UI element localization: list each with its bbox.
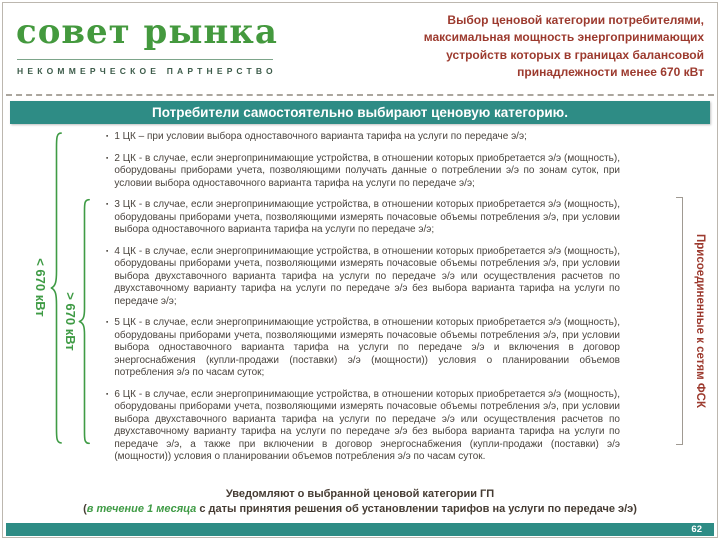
page-title-line: принадлежности менее 670 кВт xyxy=(517,65,704,80)
bullet-text: 3 ЦК - в случае, если энергопринимающие устройства, в отношении которых приобретается э/э (мощность), оборудованы приборами учета, позволяющими измерять почасовые объемы потребления э/э, при условии выбора одноставочного варианта тарифа на услуги по передаче э/э; xyxy=(114,199,620,235)
list-item xyxy=(106,246,620,309)
list-item xyxy=(106,153,620,191)
list-item xyxy=(106,317,620,380)
bullet-square-icon: ▪ xyxy=(106,154,109,162)
page-title-line: максимальная мощность энергопринимающих xyxy=(423,30,704,45)
side-label-under-670: < 670 кВт xyxy=(32,257,48,317)
logo-subtitle: НЕКОММЕРЧЕСКОЕ ПАРТНЕРСТВО xyxy=(17,66,277,76)
logo-divider xyxy=(17,59,273,60)
curly-brace-inner-icon xyxy=(78,198,91,445)
bullet-text: 6 ЦК - в случае, если энергопринимающие устройства, в отношении которых приобретается э/э (мощность), оборудованы приборами учета, позволяющими измерять почасовые объемы потребления э/э, при условии выбора двухставочного варианта тарифа на услуги по передаче э/э или осуществления расчетов по двухставочному варианту тарифа на услуги по передаче э/э без выбора варианта тарифа на услуги по передаче э/э, а также при включении в договор энергоснабжения (купли-продажи (поставки) э/э (мощности)) условия о планировании объемов потребления э/э по часам суток. xyxy=(114,388,620,462)
side-label-over-670: > 670 кВт xyxy=(62,291,78,351)
bullet-text: 2 ЦК - в случае, если энергопринимающие устройства, в отношении которых приобретается э/э (мощность), оборудованы приборами учета, позволяющими получать данные о потреблении э/э по зонам суток, при условии выбора одноставочного варианта тарифа на услуги по передаче э/э; xyxy=(114,152,620,189)
footer-highlight: в течение 1 месяца xyxy=(86,502,197,515)
bullet-list xyxy=(106,131,620,473)
logo-wordmark: совет рынка xyxy=(16,12,278,52)
bullet-square-icon: ▪ xyxy=(106,390,109,398)
bullet-square-icon: ▪ xyxy=(106,319,109,326)
list-item xyxy=(106,131,620,144)
page-number: 62 xyxy=(691,524,702,535)
footer-note-line2 xyxy=(30,502,690,517)
section-banner: Потребители самостоятельно выбирают ценовую категорию. xyxy=(10,101,710,124)
dashed-separator xyxy=(6,94,714,96)
footer-note-line1: Уведомляют о выбранной ценовой категории ГП xyxy=(225,488,495,500)
page-title-line: устройств которых в границах балансовой xyxy=(446,47,704,62)
page-title xyxy=(334,12,704,82)
bullet-square-icon: ▪ xyxy=(106,201,109,208)
list-item xyxy=(106,199,620,237)
right-bracket-icon xyxy=(676,197,683,445)
bullet-text: 4 ЦК - в случае, если энергопринимающие устройства, в отношении которых приобретается э/э (мощность), оборудованы приборами учета, позволяющими измерять почасовые объемы потребления э/э, при условии выбора двухставочного варианта тарифа на услуги по передаче э/э или осуществления расчетов по двухставочному варианту тарифа на услуги по передаче э/э без выбора варианта тарифа на услуги по передаче э/э; xyxy=(114,245,620,307)
footer-note-rest: с даты принятия решения об установлении тарифов на услуги по передаче э/э) xyxy=(199,502,637,515)
footer-note xyxy=(30,487,690,517)
bullet-text: 1 ЦК – при условии выбора одноставочного варианта тарифа на услуги по передаче э/э; xyxy=(114,131,527,142)
list-item xyxy=(106,389,620,464)
bullet-square-icon: ▪ xyxy=(106,247,109,255)
page-title-line: Выбор ценовой категории потребителями, xyxy=(447,13,704,27)
bullet-text: 5 ЦК - в случае, если энергопринимающие устройства, в отношении которых приобретается э/э (мощность), оборудованы приборами учета, позволяющими измерять почасовые объемы потребления э/э, при условии выбора одноставочного варианта тарифа на услуги по передаче э/э и включения в договор энергоснабжения (купли-продажи (поставки) э/э (мощности)) условия о планировании объемов потребления э/э по часам суток; xyxy=(114,317,620,378)
footer-paren: ( xyxy=(83,502,87,515)
side-label-fsk: Присоединенные к сетям ФСК xyxy=(694,234,706,408)
page-footer-bar xyxy=(6,523,714,536)
bullet-square-icon: ▪ xyxy=(106,133,109,140)
